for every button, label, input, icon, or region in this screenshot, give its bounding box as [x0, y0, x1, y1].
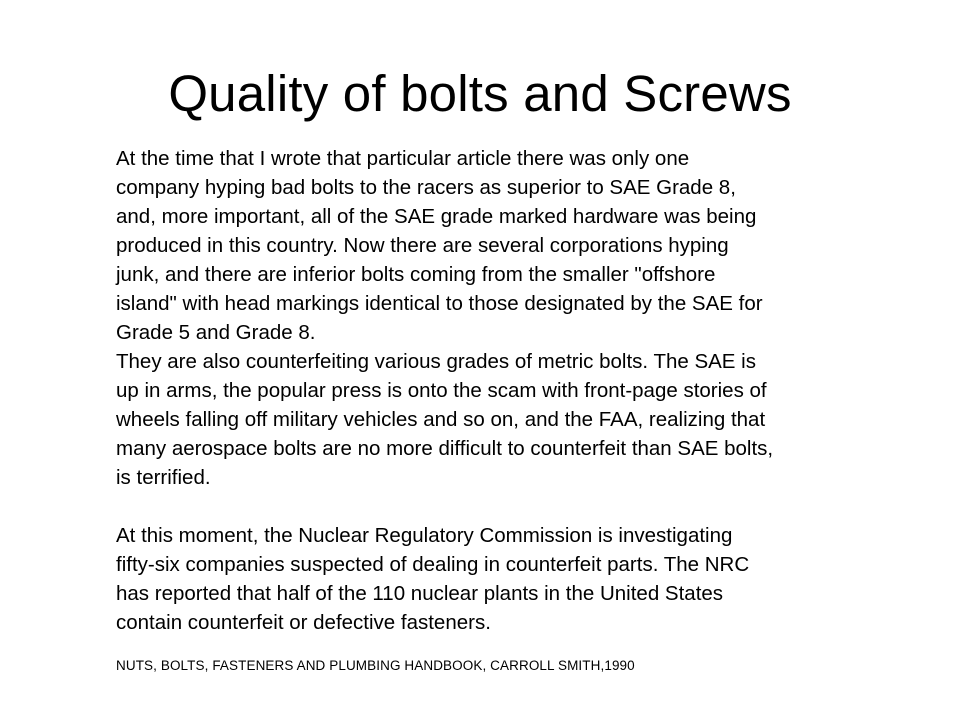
- paragraph-3: [116, 521, 896, 637]
- text-line: island" with head markings identical to those designated by the SAE for: [116, 292, 763, 315]
- text-line: and, more important, all of the SAE grade marked hardware was being: [116, 205, 757, 228]
- text-line: up in arms, the popular press is onto the scam with front-page stories of: [116, 379, 767, 402]
- body-text: [116, 144, 896, 637]
- text-line: fifty-six companies suspected of dealing in counterfeit parts. The NRC: [116, 553, 750, 576]
- text-line: At the time that I wrote that particular article there was only one: [116, 147, 690, 170]
- text-line: is terrified.: [116, 466, 211, 489]
- text-line: They are also counterfeiting various grades of metric bolts. The SAE is: [116, 350, 756, 373]
- source-citation: NUTS, BOLTS, FASTENERS AND PLUMBING HANDBOOK, CARROLL SMITH,1990: [116, 658, 635, 673]
- text-line: contain counterfeit or defective fasteners.: [116, 611, 491, 634]
- text-line: Grade 5 and Grade 8.: [116, 321, 316, 344]
- text-line: has reported that half of the 110 nuclear plants in the United States: [116, 582, 724, 605]
- text-line: company hyping bad bolts to the racers as superior to SAE Grade 8,: [116, 176, 736, 199]
- paragraph-spacer: [116, 492, 896, 521]
- text-line: junk, and there are inferior bolts coming from the smaller "offshore: [116, 263, 716, 286]
- text-line: At this moment, the Nuclear Regulatory Commission is investigating: [116, 524, 733, 547]
- paragraph-2: [116, 347, 896, 492]
- text-line: produced in this country. Now there are several corporations hyping: [116, 234, 729, 257]
- text-line: wheels falling off military vehicles and so on, and the FAA, realizing that: [116, 408, 766, 431]
- paragraph-1: [116, 144, 896, 347]
- slide-title: Quality of bolts and Screws: [168, 65, 792, 122]
- text-line: many aerospace bolts are no more difficult to counterfeit than SAE bolts,: [116, 437, 774, 460]
